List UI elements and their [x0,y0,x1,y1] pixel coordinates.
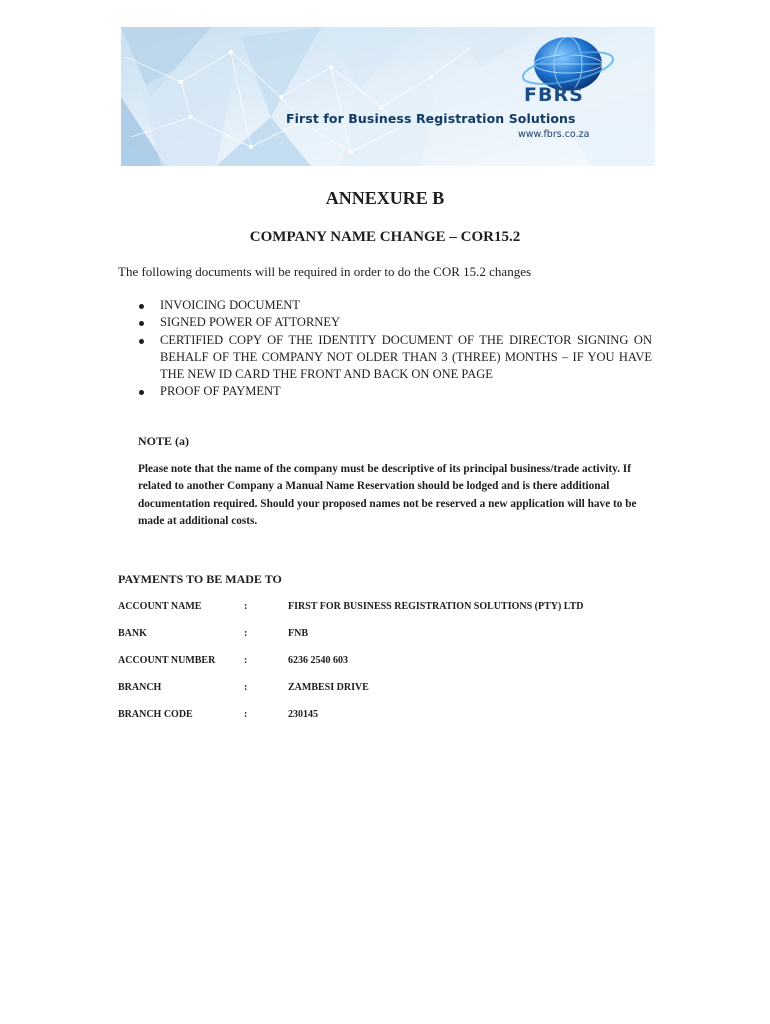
requirement-text: CERTIFIED COPY OF THE IDENTITY DOCUMENT OF THE DIRECTOR SIGNING ON BEHALF OF THE COMPANY NOT OLDER THAN 3 (THREE) MONTHS – IF YOU HAVE THE NEW ID CARD THE FRONT AND BACK ON ONE PAGE [160,332,652,382]
payment-label: ACCOUNT NUMBER [118,655,216,666]
requirement-item [118,314,652,331]
payment-row-branch-code [118,709,658,725]
requirement-text: SIGNED POWER OF ATTORNEY [160,315,340,330]
payment-separator: : [244,601,248,612]
payment-label: BRANCH [118,682,162,693]
payment-row-account-name [118,601,658,617]
payment-value: 6236 2540 603 [288,655,348,666]
company-tagline: First for Business Registration Solutions [286,111,576,126]
bullet-icon [139,339,144,344]
requirement-item [118,383,652,400]
requirements-list [118,297,652,401]
payment-row-bank [118,628,658,644]
note-title: NOTE (a) [138,434,189,448]
payment-row-account-number [118,655,658,671]
header-banner [121,27,655,166]
payment-label: ACCOUNT NAME [118,601,202,612]
bullet-icon [139,304,144,309]
page-subtitle: COMPANY NAME CHANGE – COR15.2 [249,229,521,245]
bullet-icon [139,321,144,326]
payment-value: FIRST FOR BUSINESS REGISTRATION SOLUTIONS (PTY) LTD [288,601,584,612]
requirement-text: INVOICING DOCUMENT [160,298,300,312]
page-title: ANNEXURE B [325,188,445,208]
requirement-item [118,332,652,384]
payment-separator: : [244,628,248,639]
payment-label: BANK [118,628,147,639]
payment-row-branch [118,682,658,698]
payment-separator: : [244,655,248,666]
payment-value: FNB [288,628,308,639]
payments-title: PAYMENTS TO BE MADE TO [118,572,282,586]
note-text: Please note that the name of the company must be descriptive of its principal business/trade activity. If related to another Company a Manual Name Reservation should be lodged and is there additional documentation required. Should your proposed names not be reserved a new application will have to be made at additional costs. [138,463,637,527]
bullet-icon [139,390,144,395]
payment-label: BRANCH CODE [118,709,193,720]
payment-separator: : [244,709,248,720]
payment-value: ZAMBESI DRIVE [288,682,369,693]
payment-value: 230145 [288,709,318,720]
payment-separator: : [244,682,248,693]
logo-text: FBRS [524,84,584,106]
company-website: www.fbrs.co.za [518,129,590,140]
intro-text: The following documents will be required in order to do the COR 15.2 changes [118,264,532,279]
requirement-text: PROOF OF PAYMENT [160,384,281,399]
requirement-item [118,297,652,314]
